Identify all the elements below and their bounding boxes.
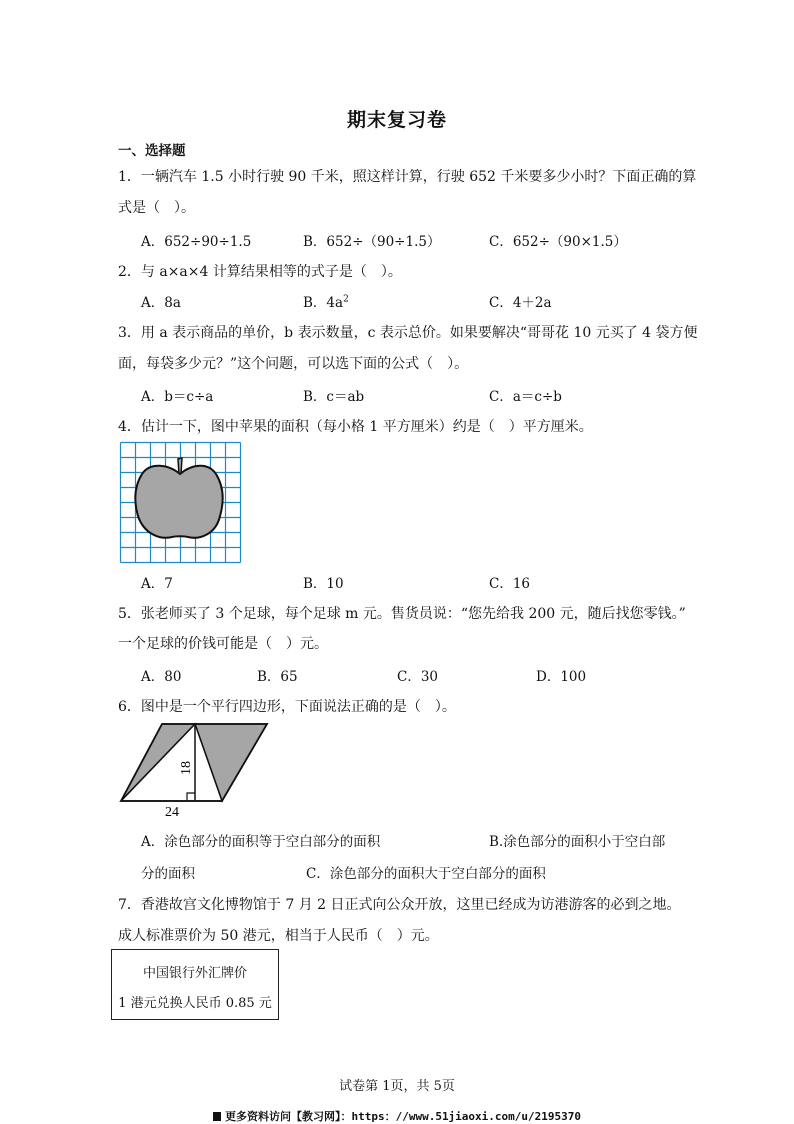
question-1-option-a: A．652÷90÷1.5 [141, 234, 252, 250]
page-title: 期末复习卷 [346, 109, 447, 131]
question-1-option-b: B．652÷（90÷1.5） [303, 234, 441, 250]
section-heading: 一、选择题 [118, 143, 186, 159]
question-6-option-a: A．涂色部分的面积等于空白部分的面积 [141, 834, 381, 850]
page-number-footer: 试卷第 1页，共 5页 [339, 1079, 455, 1094]
question-5-option-b: B．65 [257, 669, 298, 685]
question-5-line-2: 一个足球的价钱可能是（ ）元。 [118, 636, 328, 652]
question-7-line-1: 7．香港故宫文化博物馆于 7 月 2 日正式向公众开放，这里已经成为访港游客的必到之地。 [118, 897, 681, 913]
resource-link-text: 更多资料访问【教习网】：https：//www.51jiaoxi.com/u/2195370 [224, 1110, 582, 1123]
question-5-option-a: A．80 [141, 669, 182, 685]
question-2-option-c: C．4＋2a [489, 295, 552, 311]
question-3-option-a: A．b＝c÷a [141, 389, 214, 405]
question-7-line-2: 成人标准票价为 50 港元，相当于人民币（ ）元。 [118, 928, 439, 944]
question-2-option-b-exponent: 2 [343, 294, 349, 305]
question-5-line-1: 5．张老师买了 3 个足球，每个足球 m 元。售货员说：“您先给我 200 元，随后找您零钱。” [118, 606, 686, 622]
resource-link-banner[interactable] [0, 1108, 794, 1124]
question-3-line-1: 3．用 a 表示商品的单价，b 表示数量，c 表示总价。如果要解决“哥哥花 10 元买了 4 袋方便 [118, 325, 698, 341]
question-6-option-b-part-1: B.涂色部分的面积小于空白部 [489, 834, 666, 850]
apple-shape [135, 466, 222, 538]
question-4-option-a: A．7 [141, 576, 173, 592]
question-4-line-1: 4．估计一下，图中苹果的面积（每小格 1 平方厘米）约是（ ）平方厘米。 [118, 419, 593, 435]
question-2-option-b-base: B．4a [303, 295, 344, 311]
question-2-option-a: A．8a [141, 295, 181, 311]
question-1-option-c: C．652÷（90×1.5） [489, 234, 627, 250]
question-6-option-b-part-2: 分的面积 [141, 866, 195, 882]
apple-stem [178, 458, 182, 474]
exchange-rate-box-rate: 1 港元兑换人民币 0.85 元 [118, 996, 272, 1011]
question-3-option-b: B．c＝ab [303, 389, 365, 405]
question-4-option-c: C．16 [489, 576, 531, 592]
question-5-option-d: D．100 [536, 669, 587, 685]
question-6-line-1: 6．图中是一个平行四边形，下面说法正确的是（ ）。 [118, 699, 456, 715]
question-4-option-b: B．10 [303, 576, 344, 592]
question-5-option-c: C．30 [397, 669, 439, 685]
question-3-line-2: 面，每袋多少元？”这个问题，可以选下面的公式（ ）。 [118, 356, 469, 372]
exchange-rate-box-title: 中国银行外汇牌价 [142, 966, 247, 981]
question-6-option-c: C．涂色部分的面积大于空白部分的面积 [306, 866, 546, 882]
question-1-line-1: 1．一辆汽车 1.5 小时行驶 90 千米，照这样计算，行驶 652 千米要多少小时？下面正确的算 [118, 169, 697, 185]
question-2-line-1: 2．与 a×a×4 计算结果相等的式子是（ ）。 [118, 264, 402, 280]
parallelogram-figure [118, 722, 270, 820]
flag-icon [213, 1112, 221, 1121]
question-2-option-b [303, 291, 349, 311]
question-3-option-c: C．a＝c÷b [489, 389, 562, 405]
height-label: 18 [179, 761, 194, 775]
exchange-rate-box [111, 949, 279, 1020]
apple-grid-figure [120, 442, 241, 563]
question-1-line-2: 式是（ ）。 [118, 200, 195, 216]
base-label: 24 [165, 805, 179, 820]
